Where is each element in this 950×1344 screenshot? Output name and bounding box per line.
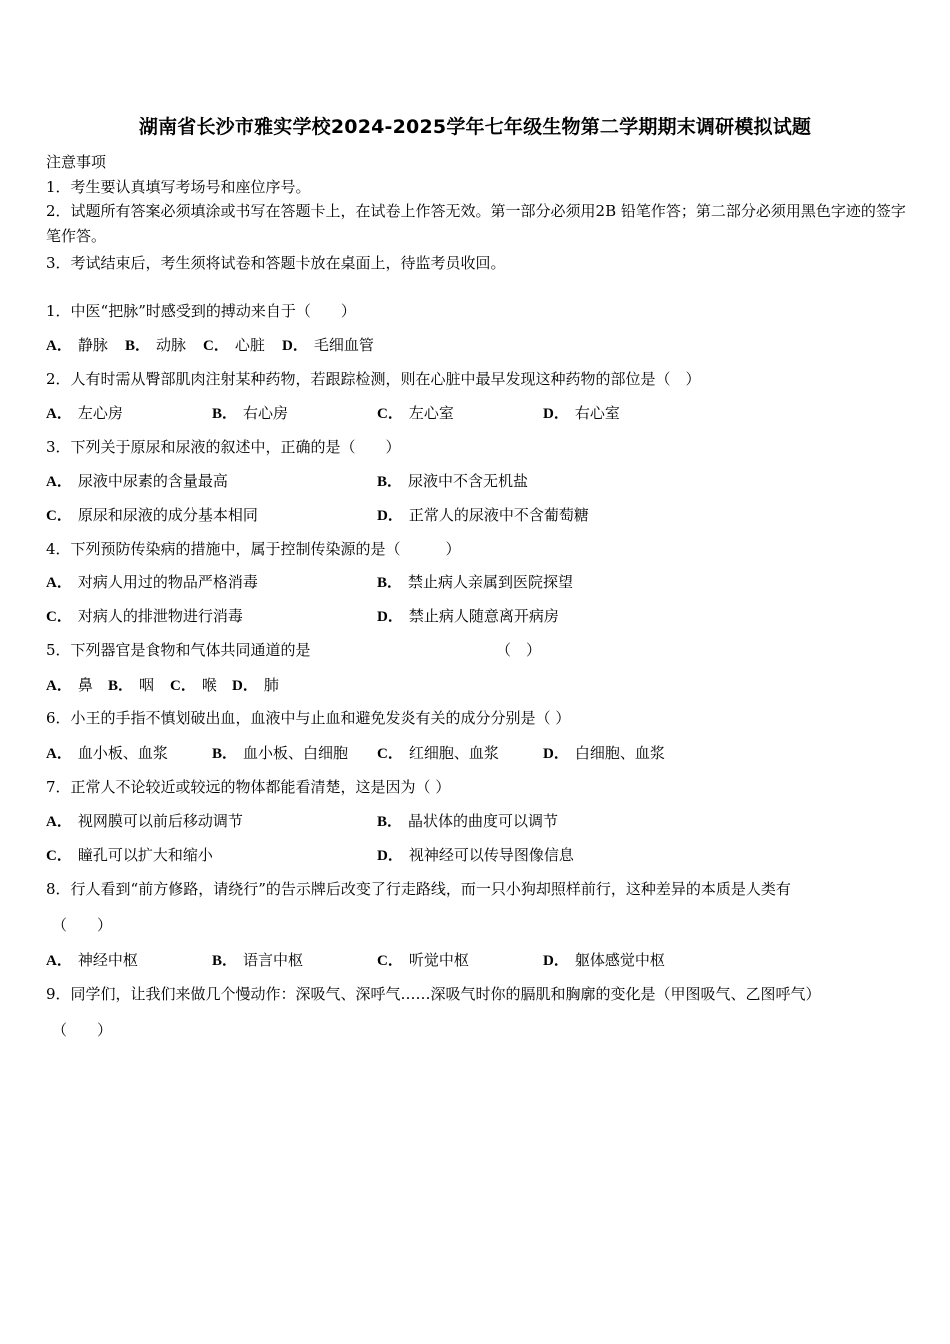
option-c: C． 心脏 bbox=[203, 336, 265, 354]
notice-item: 3．考试结束后，考生须将试卷和答题卡放在桌面上，待监考员收回。 bbox=[46, 254, 506, 272]
option-b: B． 血小板、白细胞 bbox=[212, 744, 349, 762]
option-a: A． 静脉 bbox=[46, 336, 108, 354]
option-b: B． 咽 bbox=[108, 676, 155, 694]
option-d: D． 右心室 bbox=[543, 404, 620, 422]
question-stem: 8．行人看到“前方修路，请绕行”的告示牌后改变了行走路线，而一只小狗却照样前行，这种差异的本质是人类有 bbox=[46, 880, 791, 898]
option-a: A． 视网膜可以前后移动调节 bbox=[46, 812, 243, 830]
option-c: C． 对病人的排泄物进行消毒 bbox=[46, 607, 243, 625]
option-c: C． 原尿和尿液的成分基本相同 bbox=[46, 506, 258, 524]
answer-paren: （ ） bbox=[496, 641, 542, 659]
question-stem: 2．人有时需从臀部肌肉注射某种药物，若跟踪检测，则在心脏中最早发现这种药物的部位是（ ） bbox=[46, 370, 701, 388]
option-d: D． 躯体感觉中枢 bbox=[543, 951, 665, 969]
option-b: B． 语言中枢 bbox=[212, 951, 304, 969]
option-d: D． 禁止病人随意离开病房 bbox=[377, 607, 559, 625]
question-stem: 7．正常人不论较近或较远的物体都能看清楚，这是因为（ ） bbox=[46, 778, 451, 796]
question-stem: 5．下列器官是食物和气体共同通道的是 bbox=[46, 641, 311, 659]
option-d: D． 白细胞、血浆 bbox=[543, 744, 665, 762]
option-b: B． 禁止病人亲属到医院探望 bbox=[377, 573, 574, 591]
option-a: A． 对病人用过的物品严格消毒 bbox=[46, 573, 258, 591]
question-stem: 3．下列关于原尿和尿液的叙述中，正确的是（ ） bbox=[46, 438, 401, 456]
page-title: 湖南省长沙市雅实学校2024-2025学年七年级生物第二学期期末调研模拟试题 bbox=[138, 116, 812, 138]
option-a: A． 鼻 bbox=[46, 676, 93, 694]
option-a: A． 神经中枢 bbox=[46, 951, 138, 969]
question-stem: 4．下列预防传染病的措施中，属于控制传染源的是（ ） bbox=[46, 540, 461, 558]
option-c: C． 喉 bbox=[170, 676, 217, 694]
question-stem: 6．小王的手指不慎划破出血，血液中与止血和避免发炎有关的成分分别是（ ） bbox=[46, 709, 571, 727]
option-a: A． 血小板、血浆 bbox=[46, 744, 168, 762]
option-b: B． 动脉 bbox=[125, 336, 187, 354]
option-d: D． 毛细血管 bbox=[282, 336, 374, 354]
option-b: B． 右心房 bbox=[212, 404, 289, 422]
answer-paren: （ ） bbox=[52, 1021, 113, 1039]
option-a: A． 尿液中尿素的含量最高 bbox=[46, 472, 228, 490]
question-stem: 1．中医“把脉”时感受到的搏动来自于（ ） bbox=[46, 302, 356, 320]
option-b: B． 尿液中不含无机盐 bbox=[377, 472, 529, 490]
question-stem: 9．同学们，让我们来做几个慢动作：深吸气、深呼气……深吸气时你的膈肌和胸廓的变化是（甲图吸气、乙图呼气） bbox=[46, 985, 821, 1003]
notice-heading: 注意事项 bbox=[46, 153, 107, 171]
option-c: C． 瞳孔可以扩大和缩小 bbox=[46, 846, 213, 864]
notice-item: 1．考生要认真填写考场号和座位序号。 bbox=[46, 178, 311, 196]
notice-item: 2．试题所有答案必须填涂或书写在答题卡上，在试卷上作答无效。第一部分必须用2B 铅笔作答；第二部分必须用黑色字迹的签字笔作答。 bbox=[46, 202, 906, 245]
option-c: C． 听觉中枢 bbox=[377, 951, 469, 969]
option-c: C． 左心室 bbox=[377, 404, 454, 422]
option-a: A． 左心房 bbox=[46, 404, 123, 422]
option-d: D． 肺 bbox=[232, 676, 279, 694]
option-d: D． 正常人的尿液中不含葡萄糖 bbox=[377, 506, 589, 524]
option-d: D． 视神经可以传导图像信息 bbox=[377, 846, 574, 864]
option-b: B． 晶状体的曲度可以调节 bbox=[377, 812, 559, 830]
option-c: C． 红细胞、血浆 bbox=[377, 744, 499, 762]
answer-paren: （ ） bbox=[52, 916, 113, 934]
